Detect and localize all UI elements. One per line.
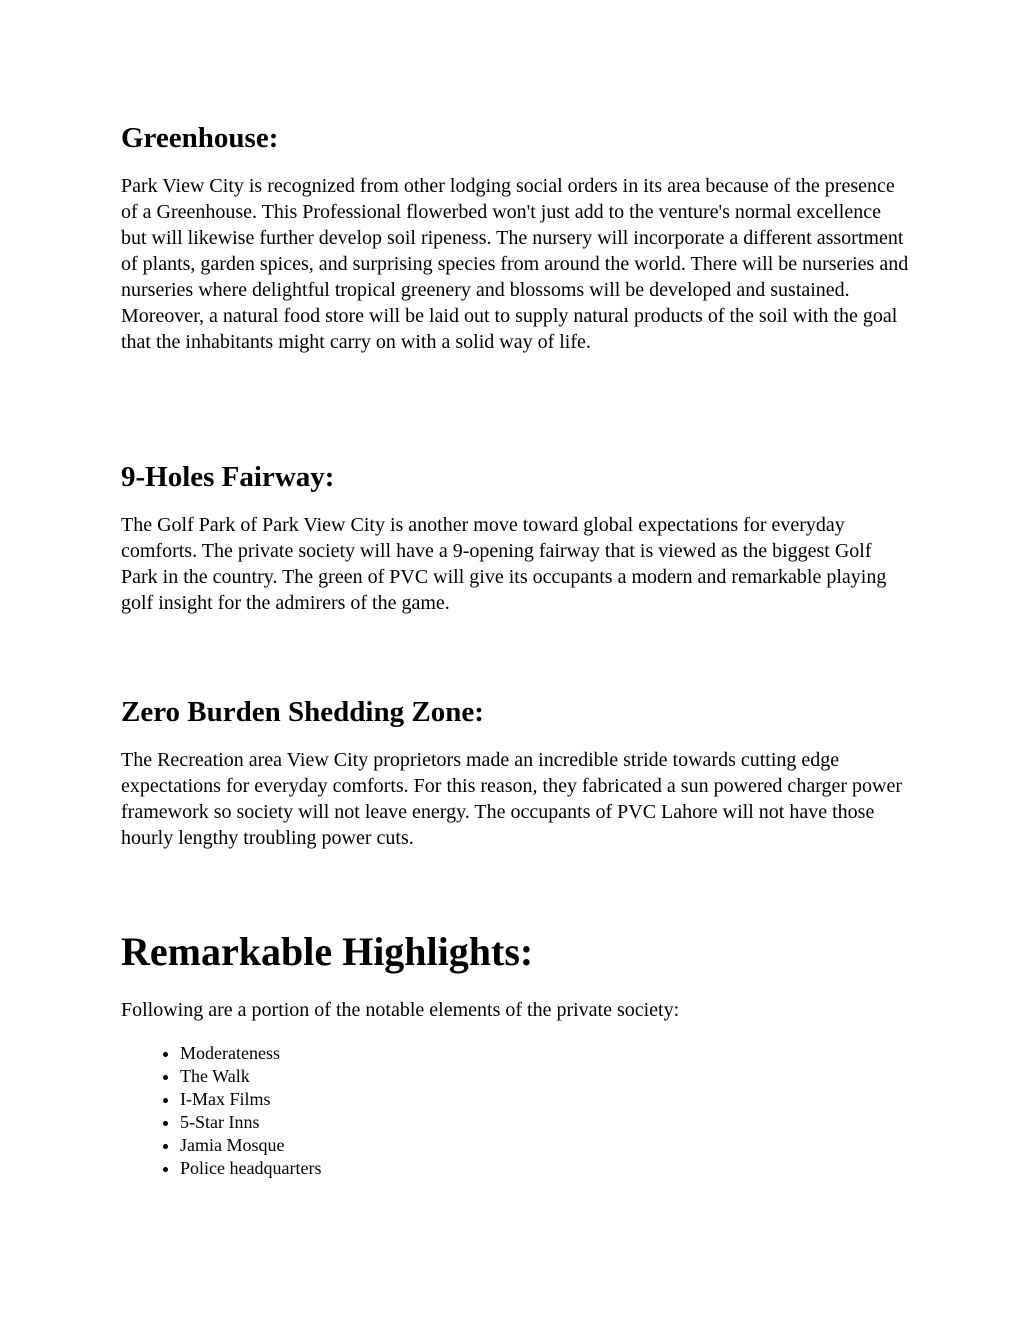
list-item: • I-Max Films xyxy=(180,1088,911,1111)
greenhouse-paragraph: Park View City is recognized from other lodging social orders in its area because of the presence of a Greenhouse. This Professional flowerbed won't just add to the venture's normal excellence but will likewise further develop soil ripeness. The nursery will incorporate a different assortment of plants, garden spices, and surprising species from around the world. There will be nurseries and nurseries where delightful tropical greenery and blossoms will be developed and sustained. Moreover, a natural food store will be laid out to supply natural products of the soil with the goal that the inhabitants might carry on with a solid way of life. xyxy=(121,175,909,353)
highlights-heading: Remarkable Highlights: xyxy=(121,929,534,974)
list-item: • Moderateness xyxy=(180,1042,911,1065)
fairway-section xyxy=(121,460,911,616)
greenhouse-section xyxy=(121,121,911,355)
fairway-paragraph: The Golf Park of Park View City is another move toward global expectations for everyday comforts. The private society will have a 9-opening fairway that is viewed as the biggest Golf Park in the country. The green of PVC will give its occupants a modern and remarkable playing golf insight for the admirers of the game. xyxy=(121,514,887,614)
load-shedding-section xyxy=(121,695,911,851)
greenhouse-heading: Greenhouse: xyxy=(121,122,279,154)
load-shedding-paragraph: The Recreation area View City proprietors made an incredible stride towards cutting edge expectations for everyday comforts. For this reason, they fabricated a sun powered charger power framework so society will not leave energy. The occupants of PVC Lahore will not have those hourly lengthy troubling power cuts. xyxy=(121,749,903,849)
list-item: • Police headquarters xyxy=(180,1157,911,1180)
list-item: • Jamia Mosque xyxy=(180,1134,911,1157)
list-item: • 5-Star Inns xyxy=(180,1111,911,1134)
load-shedding-heading: Zero Burden Shedding Zone: xyxy=(121,696,484,728)
fairway-heading: 9-Holes Fairway: xyxy=(121,461,335,493)
list-item: • The Walk xyxy=(180,1065,911,1088)
highlights-intro: Following are a portion of the notable elements of the private society: xyxy=(121,999,680,1021)
highlights-list xyxy=(121,1042,911,1180)
highlights-section xyxy=(121,929,911,1180)
